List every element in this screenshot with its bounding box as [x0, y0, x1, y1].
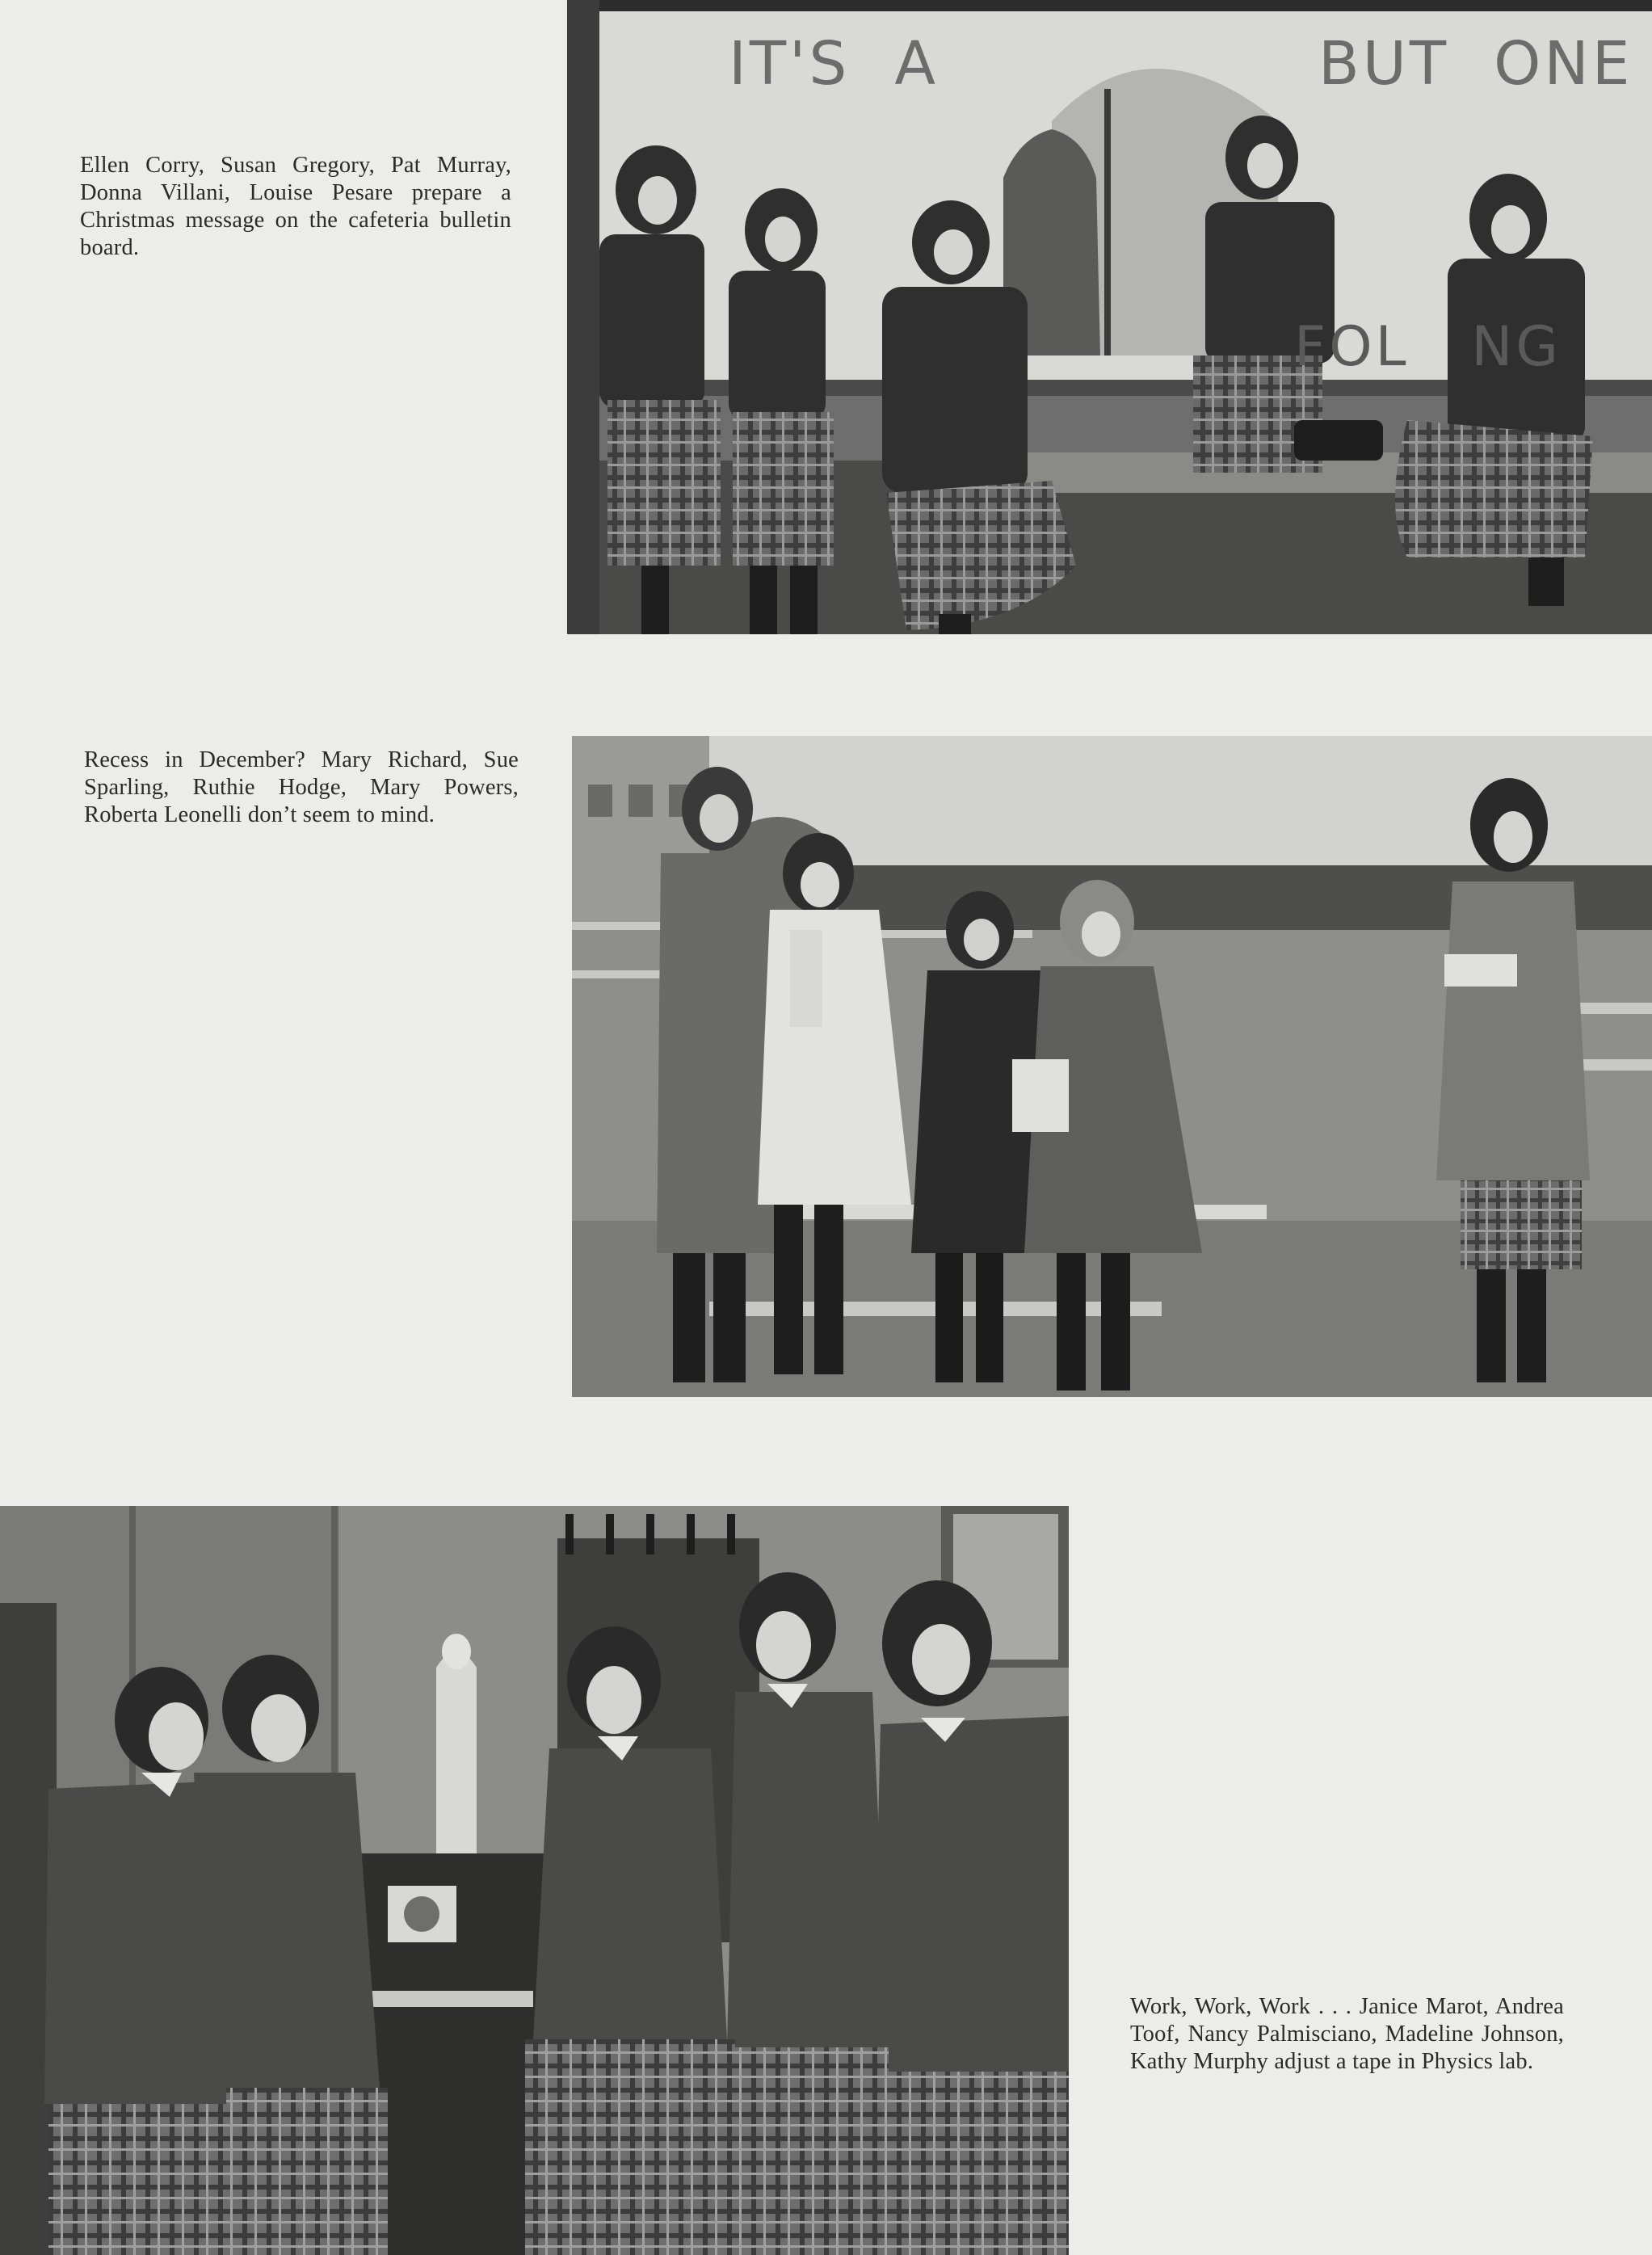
caption-recess: Recess in December? Mary Richard, Sue Sparling, Ruthie Hodge, Mary Powers, Roberta Leonelli don’t seem to mind.	[84, 747, 519, 827]
board-lettering-left: IT'S A	[729, 29, 939, 99]
recess-photo-image	[572, 736, 1652, 1397]
photo-recess	[572, 736, 1652, 1397]
board-lettering-right: BUT ONE	[1318, 29, 1633, 99]
photo-physics-lab	[0, 1506, 1069, 2255]
caption-bulletin-board: Ellen Corry, Susan Gregory, Pat Murray, Donna Villani, Louise Pesare prepare a Christmas message on the cafeteria bulletin board.	[80, 153, 511, 260]
photo-bulletin-board	[567, 0, 1652, 634]
caption-physics-lab: Work, Work, Work . . . Janice Marot, Andrea Toof, Nancy Palmisciano, Madeline Johnson, Kathy Murphy adjust a tape in Physics lab.	[1130, 1994, 1564, 2074]
physics-lab-photo-image	[0, 1506, 1069, 2255]
board-lettering-bottom: FOL NG	[1294, 315, 1562, 379]
